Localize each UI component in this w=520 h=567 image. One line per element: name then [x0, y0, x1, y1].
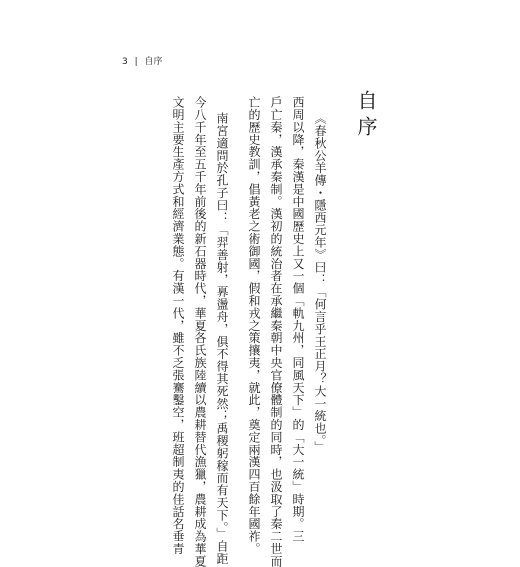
- text-column-7: 文明主要生產方式和經濟業態。有漢一代，雖不乏張騫鑿空，班超制夷的佳話名垂青: [171, 96, 185, 555]
- text-column-4: 亡的歷史教訓，倡黃老之術御國，假和戎之策攘夷，就此，奠定兩漢四百餘年國祚。: [247, 96, 261, 555]
- running-header: [122, 54, 163, 67]
- text-column-2: 西周以降，秦漢是中國歷史上又一個「軌九州，同風天下」的「大一統」時期。三: [291, 96, 305, 543]
- header-section-title: 自序: [144, 57, 163, 67]
- text-column-6: 今八千年至五千年前後的新石器時代，華夏各氏族陸續以農耕替代漁獵，農耕成為華夏: [193, 96, 207, 567]
- text-column-1: 《春秋公羊傳・隱西元年》曰：「何言乎王正月？大一統也。」: [313, 112, 327, 454]
- text-column-5: 南宮適問於孔子曰：「羿善射，奡盪舟，俱不得其死然；禹稷躬稼而有天下。」自距: [215, 112, 229, 565]
- page-number: 3: [122, 57, 128, 67]
- header-separator: |: [134, 57, 138, 67]
- text-column-3: 戶亡秦，漢承秦制。漢初的統治者在承繼秦朝中央官僚體制的同時，也汲取了秦二世而: [269, 96, 283, 567]
- chapter-title: 自序: [354, 90, 378, 142]
